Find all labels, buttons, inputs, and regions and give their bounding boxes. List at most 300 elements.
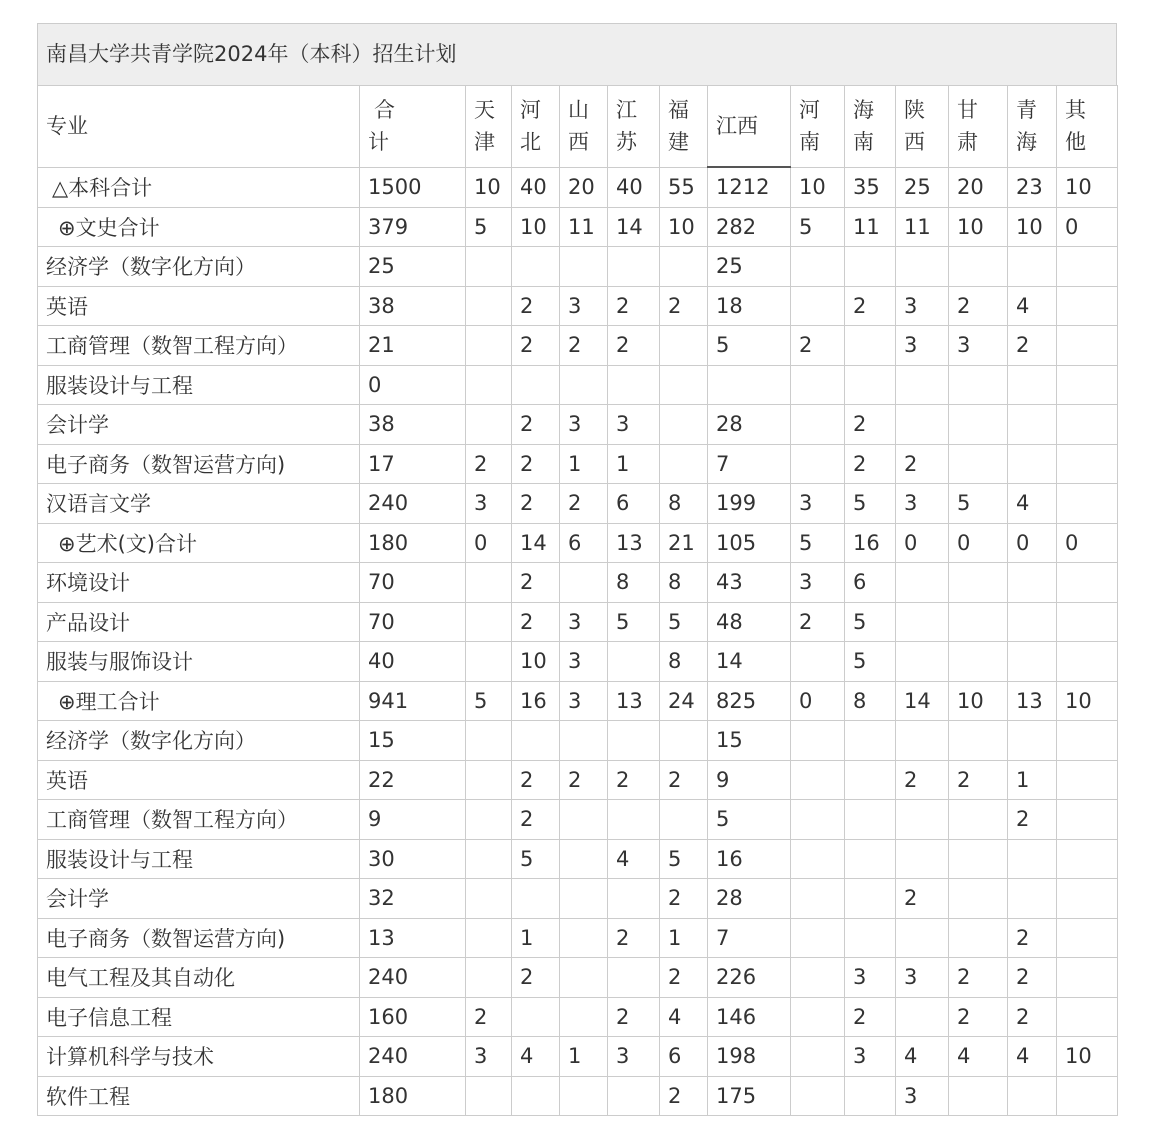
total-cell: 25 xyxy=(360,247,466,287)
header-province: 山 西 xyxy=(560,86,608,168)
province-cell: 7 xyxy=(708,918,791,958)
province-cell: 146 xyxy=(708,997,791,1037)
province-cell xyxy=(608,247,660,287)
province-cell xyxy=(791,365,845,405)
enrollment-table xyxy=(37,85,1118,1116)
province-cell: 5 xyxy=(845,484,896,524)
province-cell: 2 xyxy=(660,958,708,998)
header-province: 海 南 xyxy=(845,86,896,168)
province-cell: 24 xyxy=(660,681,708,721)
province-cell xyxy=(949,405,1008,445)
province-cell: 2 xyxy=(512,800,560,840)
province-cell xyxy=(845,800,896,840)
province-cell xyxy=(791,760,845,800)
total-cell: 38 xyxy=(360,405,466,445)
province-cell: 1 xyxy=(560,1037,608,1077)
province-cell xyxy=(560,247,608,287)
province-cell xyxy=(608,642,660,682)
province-cell: 282 xyxy=(708,207,791,247)
province-cell: 6 xyxy=(845,563,896,603)
major-cell: 服装设计与工程 xyxy=(38,365,360,405)
province-cell: 8 xyxy=(660,484,708,524)
province-cell xyxy=(949,563,1008,603)
major-cell: △本科合计 xyxy=(38,167,360,207)
province-cell: 3 xyxy=(791,484,845,524)
header-row xyxy=(38,86,1118,168)
table-row xyxy=(38,958,1118,998)
province-cell xyxy=(466,1076,512,1116)
table-row xyxy=(38,997,1118,1037)
province-cell: 2 xyxy=(845,997,896,1037)
major-cell: 会计学 xyxy=(38,405,360,445)
province-cell: 5 xyxy=(791,207,845,247)
province-cell: 5 xyxy=(608,602,660,642)
province-cell xyxy=(791,444,845,484)
province-cell xyxy=(1057,563,1118,603)
province-cell: 4 xyxy=(1008,286,1057,326)
province-cell xyxy=(1008,879,1057,919)
province-cell: 10 xyxy=(949,681,1008,721)
province-cell: 199 xyxy=(708,484,791,524)
province-cell xyxy=(845,365,896,405)
province-cell: 5 xyxy=(660,839,708,879)
province-cell: 10 xyxy=(1008,207,1057,247)
province-cell: 3 xyxy=(896,326,949,366)
province-cell xyxy=(896,839,949,879)
total-cell: 379 xyxy=(360,207,466,247)
province-cell xyxy=(466,918,512,958)
province-cell xyxy=(466,326,512,366)
total-cell: 70 xyxy=(360,602,466,642)
province-cell: 35 xyxy=(845,167,896,207)
province-cell xyxy=(949,721,1008,761)
province-cell xyxy=(791,800,845,840)
province-cell xyxy=(949,444,1008,484)
province-cell: 1 xyxy=(560,444,608,484)
province-cell xyxy=(466,958,512,998)
province-cell xyxy=(791,247,845,287)
total-cell: 30 xyxy=(360,839,466,879)
province-cell xyxy=(845,1076,896,1116)
major-cell: 电子商务（数智运营方向) xyxy=(38,918,360,958)
province-cell xyxy=(949,879,1008,919)
province-cell: 2 xyxy=(608,918,660,958)
province-cell xyxy=(1057,918,1118,958)
province-cell: 20 xyxy=(560,167,608,207)
table-row xyxy=(38,642,1118,682)
province-cell xyxy=(845,879,896,919)
province-cell xyxy=(896,997,949,1037)
major-cell: 产品设计 xyxy=(38,602,360,642)
major-cell: 工商管理（数智工程方向） xyxy=(38,326,360,366)
province-cell: 2 xyxy=(1008,326,1057,366)
province-cell xyxy=(845,326,896,366)
province-cell xyxy=(1057,760,1118,800)
header-province: 天 津 xyxy=(466,86,512,168)
province-cell: 2 xyxy=(608,760,660,800)
table-row xyxy=(38,247,1118,287)
major-cell: 经济学（数字化方向） xyxy=(38,247,360,287)
province-cell: 1212 xyxy=(708,167,791,207)
province-cell xyxy=(949,800,1008,840)
province-cell xyxy=(791,918,845,958)
province-cell: 3 xyxy=(608,405,660,445)
province-cell: 1 xyxy=(1008,760,1057,800)
enrollment-plan xyxy=(37,23,1117,1116)
table-row xyxy=(38,167,1118,207)
province-cell: 2 xyxy=(608,997,660,1037)
province-cell xyxy=(845,839,896,879)
province-cell: 5 xyxy=(708,800,791,840)
province-cell: 2 xyxy=(660,879,708,919)
province-cell: 5 xyxy=(660,602,708,642)
province-cell xyxy=(845,247,896,287)
major-cell: 软件工程 xyxy=(38,1076,360,1116)
table-row xyxy=(38,918,1118,958)
province-cell: 10 xyxy=(791,167,845,207)
province-cell: 8 xyxy=(660,642,708,682)
major-cell: 会计学 xyxy=(38,879,360,919)
province-cell: 10 xyxy=(512,642,560,682)
province-cell: 4 xyxy=(1008,1037,1057,1077)
province-cell xyxy=(1057,997,1118,1037)
total-cell: 38 xyxy=(360,286,466,326)
province-cell: 16 xyxy=(708,839,791,879)
province-cell xyxy=(660,365,708,405)
province-cell: 0 xyxy=(896,523,949,563)
province-cell: 23 xyxy=(1008,167,1057,207)
province-cell: 55 xyxy=(660,167,708,207)
total-cell: 21 xyxy=(360,326,466,366)
province-cell: 198 xyxy=(708,1037,791,1077)
province-cell: 10 xyxy=(1057,1037,1118,1077)
province-cell: 226 xyxy=(708,958,791,998)
province-cell xyxy=(708,365,791,405)
province-cell: 2 xyxy=(660,760,708,800)
province-cell: 2 xyxy=(949,997,1008,1037)
province-cell: 8 xyxy=(845,681,896,721)
province-cell: 2 xyxy=(512,484,560,524)
province-cell: 2 xyxy=(608,286,660,326)
province-cell: 2 xyxy=(791,602,845,642)
header-province: 河 南 xyxy=(791,86,845,168)
header-major: 专业 xyxy=(38,86,360,168)
province-cell: 5 xyxy=(466,681,512,721)
province-cell xyxy=(1057,958,1118,998)
province-cell xyxy=(466,721,512,761)
province-cell: 3 xyxy=(560,602,608,642)
province-cell: 2 xyxy=(512,602,560,642)
province-cell xyxy=(1008,563,1057,603)
province-cell: 3 xyxy=(560,286,608,326)
province-cell xyxy=(791,721,845,761)
province-cell xyxy=(949,247,1008,287)
province-cell xyxy=(560,997,608,1037)
province-cell xyxy=(466,879,512,919)
province-cell xyxy=(466,286,512,326)
province-cell xyxy=(896,918,949,958)
header-province: 其 他 xyxy=(1057,86,1118,168)
province-cell xyxy=(466,405,512,445)
major-cell: ⊕理工合计 xyxy=(38,681,360,721)
province-cell: 15 xyxy=(708,721,791,761)
province-cell xyxy=(1057,602,1118,642)
province-cell xyxy=(1057,247,1118,287)
province-cell xyxy=(1008,444,1057,484)
province-cell: 2 xyxy=(949,958,1008,998)
province-cell: 3 xyxy=(845,1037,896,1077)
province-cell: 7 xyxy=(708,444,791,484)
total-cell: 9 xyxy=(360,800,466,840)
province-cell xyxy=(660,800,708,840)
province-cell: 2 xyxy=(845,444,896,484)
province-cell xyxy=(1057,721,1118,761)
province-cell: 1 xyxy=(512,918,560,958)
province-cell xyxy=(1057,405,1118,445)
province-cell xyxy=(1008,642,1057,682)
province-cell: 14 xyxy=(708,642,791,682)
province-cell xyxy=(1008,405,1057,445)
province-cell xyxy=(1008,721,1057,761)
table-row xyxy=(38,800,1118,840)
major-cell: 服装与服饰设计 xyxy=(38,642,360,682)
province-cell: 11 xyxy=(845,207,896,247)
province-cell xyxy=(791,1037,845,1077)
province-cell xyxy=(1008,1076,1057,1116)
province-cell: 4 xyxy=(896,1037,949,1077)
province-cell xyxy=(1057,365,1118,405)
province-cell: 3 xyxy=(791,563,845,603)
province-cell: 2 xyxy=(845,286,896,326)
table-row xyxy=(38,1037,1118,1077)
province-cell xyxy=(512,721,560,761)
province-cell xyxy=(1057,444,1118,484)
province-cell: 0 xyxy=(1057,523,1118,563)
province-cell xyxy=(466,760,512,800)
province-cell: 3 xyxy=(560,681,608,721)
province-cell: 13 xyxy=(608,681,660,721)
province-cell: 6 xyxy=(560,523,608,563)
province-cell xyxy=(949,1076,1008,1116)
province-cell xyxy=(1057,1076,1118,1116)
province-cell xyxy=(896,247,949,287)
province-cell: 4 xyxy=(660,997,708,1037)
province-cell xyxy=(949,365,1008,405)
province-cell xyxy=(949,839,1008,879)
province-cell: 5 xyxy=(512,839,560,879)
province-cell: 6 xyxy=(660,1037,708,1077)
province-cell: 4 xyxy=(512,1037,560,1077)
province-cell: 18 xyxy=(708,286,791,326)
province-cell: 25 xyxy=(896,167,949,207)
header-province: 江西 xyxy=(708,86,791,168)
province-cell xyxy=(466,365,512,405)
province-cell xyxy=(466,563,512,603)
province-cell: 16 xyxy=(845,523,896,563)
province-cell xyxy=(896,405,949,445)
province-cell: 10 xyxy=(1057,167,1118,207)
province-cell: 2 xyxy=(512,405,560,445)
table-title: 南昌大学共青学院2024年（本科）招生计划 xyxy=(37,23,1117,85)
province-cell xyxy=(512,247,560,287)
table-row xyxy=(38,207,1118,247)
province-cell: 3 xyxy=(896,1076,949,1116)
province-cell xyxy=(896,721,949,761)
province-cell: 3 xyxy=(560,405,608,445)
province-cell xyxy=(560,1076,608,1116)
province-cell: 825 xyxy=(708,681,791,721)
header-province: 河 北 xyxy=(512,86,560,168)
province-cell: 2 xyxy=(660,1076,708,1116)
province-cell xyxy=(896,800,949,840)
province-cell: 2 xyxy=(791,326,845,366)
province-cell: 14 xyxy=(512,523,560,563)
province-cell xyxy=(560,800,608,840)
province-cell: 11 xyxy=(896,207,949,247)
province-cell: 2 xyxy=(512,286,560,326)
table-row xyxy=(38,681,1118,721)
province-cell: 2 xyxy=(560,760,608,800)
province-cell: 40 xyxy=(608,167,660,207)
province-cell xyxy=(949,918,1008,958)
province-cell: 13 xyxy=(1008,681,1057,721)
province-cell xyxy=(791,286,845,326)
province-cell: 0 xyxy=(466,523,512,563)
total-cell: 240 xyxy=(360,484,466,524)
province-cell: 16 xyxy=(512,681,560,721)
province-cell: 2 xyxy=(512,563,560,603)
province-cell: 2 xyxy=(512,958,560,998)
header-province: 陕 西 xyxy=(896,86,949,168)
header-province: 江 苏 xyxy=(608,86,660,168)
province-cell: 10 xyxy=(949,207,1008,247)
major-cell: ⊕文史合计 xyxy=(38,207,360,247)
province-cell: 14 xyxy=(896,681,949,721)
province-cell: 10 xyxy=(512,207,560,247)
province-cell xyxy=(560,721,608,761)
province-cell: 2 xyxy=(845,405,896,445)
province-cell xyxy=(560,563,608,603)
province-cell: 21 xyxy=(660,523,708,563)
province-cell xyxy=(949,642,1008,682)
province-cell xyxy=(560,918,608,958)
province-cell xyxy=(512,365,560,405)
province-cell xyxy=(896,365,949,405)
province-cell: 175 xyxy=(708,1076,791,1116)
major-cell: 环境设计 xyxy=(38,563,360,603)
province-cell: 20 xyxy=(949,167,1008,207)
table-row xyxy=(38,1076,1118,1116)
province-cell: 2 xyxy=(1008,800,1057,840)
total-cell: 180 xyxy=(360,1076,466,1116)
total-cell: 1500 xyxy=(360,167,466,207)
province-cell: 2 xyxy=(466,444,512,484)
major-cell: 电子商务（数智运营方向) xyxy=(38,444,360,484)
table-row xyxy=(38,405,1118,445)
province-cell xyxy=(512,1076,560,1116)
table-row xyxy=(38,286,1118,326)
province-cell xyxy=(608,800,660,840)
province-cell: 2 xyxy=(1008,918,1057,958)
province-cell xyxy=(791,839,845,879)
province-cell xyxy=(1057,286,1118,326)
province-cell: 2 xyxy=(1008,997,1057,1037)
province-cell xyxy=(608,721,660,761)
province-cell: 10 xyxy=(660,207,708,247)
province-cell xyxy=(560,839,608,879)
province-cell xyxy=(560,958,608,998)
table-row xyxy=(38,484,1118,524)
province-cell xyxy=(791,958,845,998)
province-cell xyxy=(660,326,708,366)
province-cell xyxy=(1057,326,1118,366)
province-cell: 0 xyxy=(791,681,845,721)
province-cell: 2 xyxy=(560,484,608,524)
province-cell: 4 xyxy=(608,839,660,879)
province-cell: 3 xyxy=(845,958,896,998)
province-cell: 2 xyxy=(1008,958,1057,998)
province-cell xyxy=(1057,642,1118,682)
table-row xyxy=(38,721,1118,761)
province-cell: 5 xyxy=(845,642,896,682)
province-cell xyxy=(466,247,512,287)
major-cell: 英语 xyxy=(38,286,360,326)
total-cell: 180 xyxy=(360,523,466,563)
province-cell: 25 xyxy=(708,247,791,287)
province-cell xyxy=(949,602,1008,642)
province-cell: 0 xyxy=(949,523,1008,563)
province-cell: 2 xyxy=(896,444,949,484)
province-cell xyxy=(791,642,845,682)
province-cell: 11 xyxy=(560,207,608,247)
province-cell: 28 xyxy=(708,405,791,445)
province-cell xyxy=(791,1076,845,1116)
province-cell xyxy=(896,563,949,603)
province-cell: 5 xyxy=(466,207,512,247)
province-cell: 1 xyxy=(608,444,660,484)
province-cell: 2 xyxy=(466,997,512,1037)
province-cell: 1 xyxy=(660,918,708,958)
total-cell: 160 xyxy=(360,997,466,1037)
province-cell xyxy=(466,642,512,682)
province-cell xyxy=(845,721,896,761)
table-row xyxy=(38,365,1118,405)
province-cell: 3 xyxy=(949,326,1008,366)
province-cell: 2 xyxy=(512,326,560,366)
table-row xyxy=(38,563,1118,603)
province-cell: 2 xyxy=(896,760,949,800)
province-cell xyxy=(608,1076,660,1116)
table-row xyxy=(38,444,1118,484)
province-cell xyxy=(1057,800,1118,840)
province-cell: 48 xyxy=(708,602,791,642)
header-total xyxy=(360,86,466,168)
province-cell xyxy=(1008,365,1057,405)
table-row xyxy=(38,760,1118,800)
province-cell xyxy=(466,839,512,879)
header-province: 甘 肃 xyxy=(949,86,1008,168)
province-cell xyxy=(1057,879,1118,919)
major-cell: 服装设计与工程 xyxy=(38,839,360,879)
province-cell xyxy=(466,602,512,642)
province-cell: 8 xyxy=(608,563,660,603)
table-row xyxy=(38,326,1118,366)
province-cell xyxy=(660,444,708,484)
province-cell xyxy=(660,247,708,287)
province-cell: 5 xyxy=(708,326,791,366)
province-cell: 3 xyxy=(466,484,512,524)
province-cell xyxy=(1008,839,1057,879)
